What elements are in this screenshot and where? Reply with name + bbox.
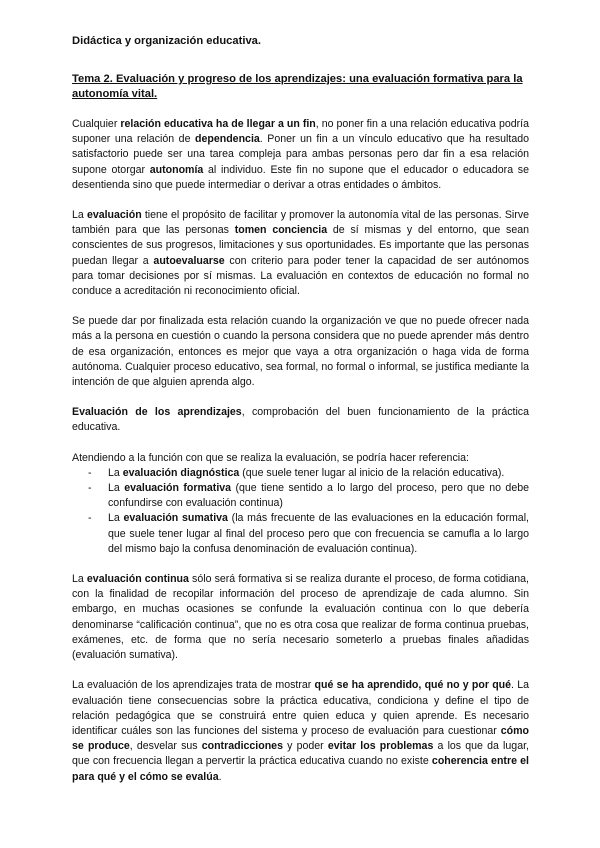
bold-run: qué se ha aprendido, qué no y por qué: [314, 679, 512, 692]
bold-run: evitar los problemas: [327, 740, 434, 753]
text-run: La: [72, 209, 87, 222]
text-run: (que tiene sentido a lo largo del proceso, pero que no debe confundirse con evaluación continua): [108, 482, 529, 510]
text-run: . Poner un fin a un vínculo educativo que ha resultado satisfactorio puede ser una tarea compleja para ambas personas pero dar fin a esa relación supone otorgar: [72, 133, 529, 176]
bold-run: relación educativa ha de llegar a un fin: [120, 118, 316, 130]
text-run: La evaluación de los aprendizajes trata de mostrar: [72, 679, 315, 692]
list-dash: -: [88, 482, 92, 495]
bold-run: cómo se produce: [72, 724, 529, 753]
topic-title: Tema 2. Evaluación y progreso de los aprendizajes: una evaluación formativa para la autonomía vital.: [72, 73, 523, 100]
bold-run: evaluación sumativa: [123, 512, 228, 525]
text-run: (la más frecuente de las evaluaciones en la educación formal, que suele tener lugar al final del proceso pero que con frecuencia se camufla a lo largo del mismo bajo la confusa denominación de evaluación continua).: [108, 512, 529, 555]
text-run: , desvelar sus: [129, 740, 202, 753]
bold-run: coherencia entre el para qué y el cómo se evalúa: [72, 755, 529, 783]
text-run: La: [108, 482, 125, 495]
bold-run: evaluación: [86, 209, 142, 222]
text-run: con criterio para poder tener la capacidad de ser autónomos para tomar decisiones por sí mismas. La evaluación en contextos de educación no formal no conduce a acreditación ni reconocimiento oficial.: [72, 254, 529, 298]
list-item: [72, 481, 529, 511]
text-run: sólo será formativa si se realiza durante el proceso, de forma cotidiana, con la finalidad de recopilar información del proceso de aprendizaje de cada alumno. Sin embargo, en muchas ocasiones se confunde la evaluación continua con lo que debería denominarse “calificación continua”, que no es otra cosa que realizar de forma continua pruebas, exámenes, etc. de forma que no sería necesario someterlo a pruebas finales añadidas (evaluación sumativa).: [72, 573, 529, 662]
bold-run: evaluación continua: [86, 573, 189, 586]
bold-run: tomen conciencia: [234, 224, 328, 237]
paragraph-evaluation-consequences: [72, 678, 529, 784]
list-dash: -: [88, 512, 92, 525]
text-run: a los que da lugar, que con frecuencia llegan a pervertir la práctica educativa cuando no existe: [72, 740, 529, 768]
text-run: tiene el propósito de facilitar y promover la autonomía vital de las personas. Sirve también para que las personas: [72, 209, 530, 237]
list-item: [72, 466, 529, 481]
document-page: [72, 34, 529, 800]
bold-run: Evaluación de los aprendizajes: [72, 406, 242, 419]
evaluation-types-list: [72, 466, 529, 557]
paragraph-end-of-relationship: [72, 117, 529, 193]
text-run: Cualquier: [72, 118, 121, 130]
paragraph-learning-evaluation: [72, 405, 529, 435]
paragraph-evaluation-functions: Atendiendo a la función con que se realiza la evaluación, se podría hacer referencia:: [72, 451, 469, 464]
bold-run: evaluación diagnóstica: [122, 466, 240, 479]
bold-run: autonomía: [149, 163, 204, 176]
text-run: La: [108, 466, 123, 479]
text-run: , no poner fin a una relación educativa podría suponer una relación de: [72, 118, 529, 146]
text-run: . La evaluación tiene consecuencias sobre la práctica educativa, condiciona y define el tipo de relación pedagógica que se construirá entre quien educa y quien aprende. Es necesario identificar cuáles son las funciones del sistema y proceso de evaluación para cuestionar: [72, 679, 530, 737]
paragraph-continuous-evaluation: [72, 572, 529, 663]
text-run: de sí mismas y del entorno, que sean conscientes de sus progresos, limitaciones y sus oportunidades. Es importante que las personas puedan llegar a: [72, 224, 530, 267]
bold-run: evaluación formativa: [124, 482, 232, 495]
text-run: , comprobación del buen funcionamiento de la práctica educativa.: [72, 406, 529, 434]
paragraph-finalization: Se puede dar por finalizada esta relación cuando la organización ve que no puede ofrecer nada más a la persona en cuestión o cuando la persona considera que no puede aprender más dentro de esa organización, entonces es mejor que vaya a otra organización o haga vida de forma autónoma. Cualquier proceso educativo, sea formal, no formal o informal, se justifica mediante la intención de que alguien aprenda algo.: [72, 315, 529, 389]
text-run: al individuo. Este fin no supone que el educador o educadora se desentienda sino que puede intermediar o derivar a otras entidades o ámbitos.: [72, 163, 529, 191]
bold-run: contradicciones: [201, 740, 283, 753]
text-run: (que suele tener lugar al inicio de la relación educativa).: [239, 466, 505, 479]
bold-run: autoevaluarse: [153, 254, 225, 267]
text-run: y poder: [282, 740, 328, 753]
text-run: La: [72, 573, 87, 586]
list-dash: -: [88, 466, 92, 479]
text-run: .: [218, 770, 222, 783]
list-item: [72, 511, 529, 557]
course-title: Didáctica y organización educativa.: [72, 35, 262, 47]
bold-run: dependencia: [195, 133, 260, 146]
text-run: La: [108, 512, 124, 525]
paragraph-evaluation-purpose: [72, 208, 529, 299]
